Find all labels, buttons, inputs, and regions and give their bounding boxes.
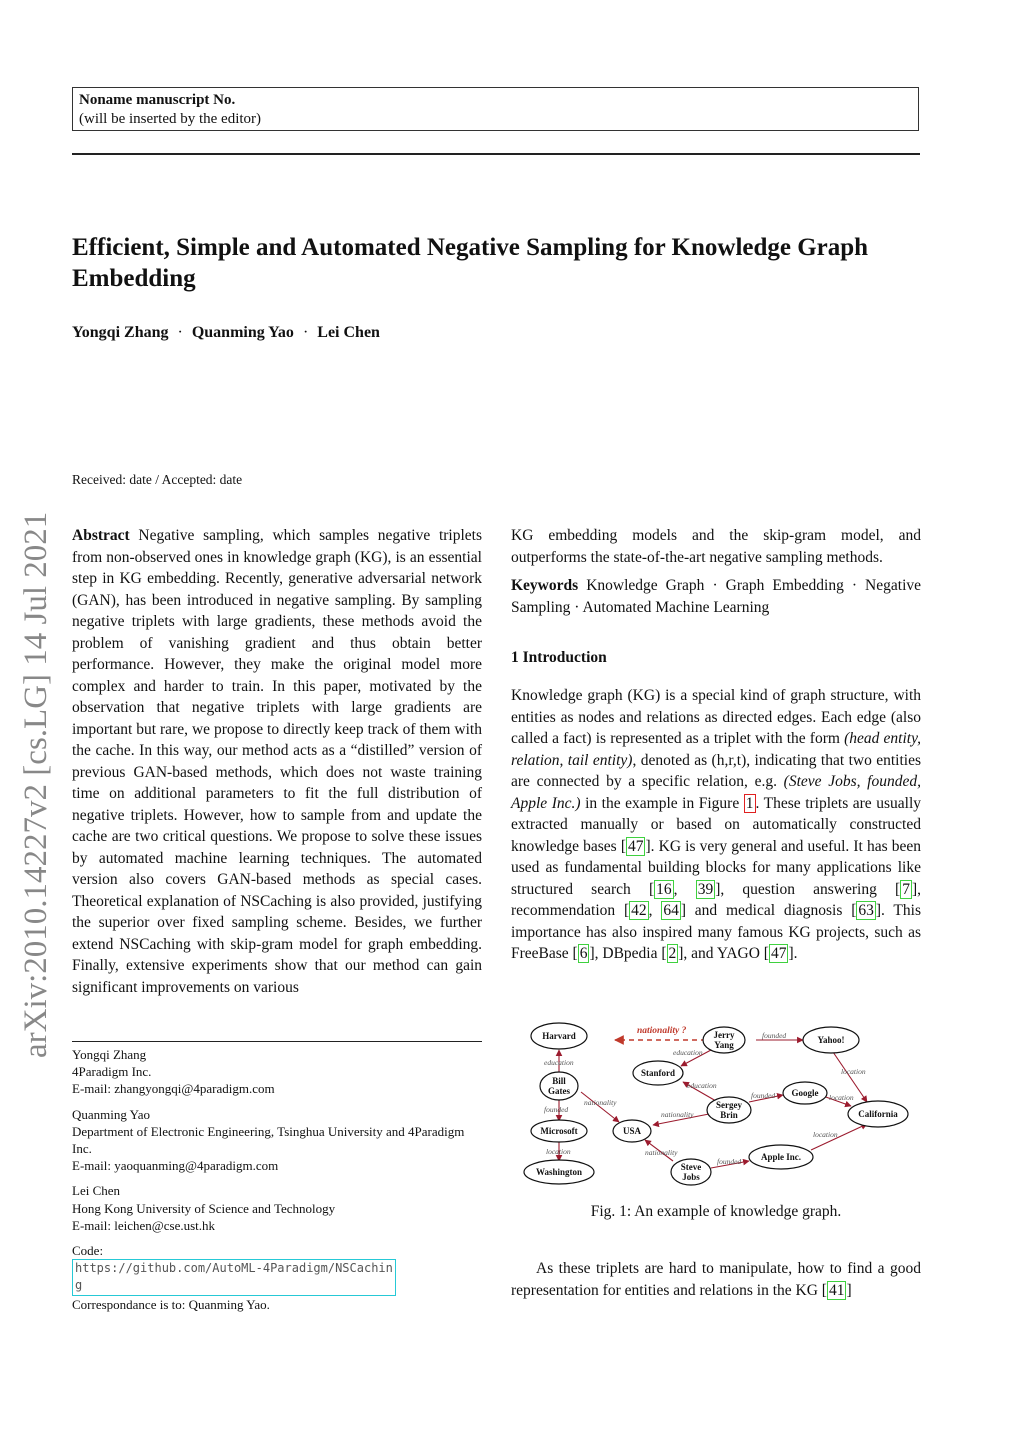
node-label: Microsoft (540, 1126, 578, 1136)
text-run: , (673, 880, 696, 898)
abstract-label: Abstract (72, 527, 130, 544)
author-footnotes (72, 1046, 482, 1313)
author-info-3 (72, 1182, 482, 1234)
node-label: Steve (680, 1162, 702, 1172)
affil-email: E-mail: leichen@cse.ust.hk (72, 1217, 216, 1233)
node-label: Gates (548, 1086, 570, 1096)
node-label: USA (622, 1126, 642, 1136)
keywords (511, 575, 921, 618)
text-run: , (648, 902, 662, 919)
affil-email: E-mail: zhangyongqi@4paradigm.com (72, 1081, 275, 1097)
text-run-italic: (Steve Jobs, founded, Apple Inc.) (511, 773, 921, 812)
edge-label: education (544, 1058, 574, 1067)
affil-name: Lei Chen (72, 1183, 121, 1199)
node-label: Yahoo! (817, 1035, 845, 1045)
node-label: Stanford (640, 1068, 676, 1078)
author-list: Yongqi Zhang · Quanming Yao · Lei Chen (72, 324, 380, 341)
citation-link[interactable]: 2 (668, 945, 677, 962)
arxiv-sidebar-stamp: arXiv:2010.14227v2 [cs.LG] 14 Jul 2021 (18, 511, 54, 1058)
text-run: ], and YAGO [ (678, 945, 769, 962)
edge-label: education (673, 1048, 703, 1057)
text-run: , denoted as (h,r,t), indicating that two entities are connected by a specific relation, e.g. (511, 751, 921, 790)
intro-paragraph-1 (511, 685, 921, 965)
author-name: Lei Chen (317, 324, 380, 341)
citation-link[interactable]: 7 (902, 880, 910, 898)
editor-note: (will be inserted by the editor) (79, 111, 262, 127)
text-run: Knowledge graph (KG) is a special kind of graph structure, with entities as nodes and relations as directed edges. Each edge (also called a fact) is represented as a triplet with the form (511, 687, 921, 747)
edge-label: founded (544, 1105, 569, 1114)
text-run: ], DBpedia [ (589, 945, 667, 962)
text-run: ] (846, 1281, 852, 1299)
edge-label: founded (762, 1031, 787, 1040)
affil-org: 4Paradigm Inc. (72, 1064, 152, 1080)
text-run: ] and medical diagnosis [ (680, 902, 857, 919)
author-info-1 (72, 1046, 482, 1098)
edge-label: nationality (645, 1148, 678, 1157)
edge-label: location (841, 1067, 866, 1076)
node-label: Sergey (716, 1100, 742, 1110)
affil-name: Quanming Yao (72, 1106, 151, 1122)
right-column (511, 525, 921, 965)
citation-link[interactable]: 63 (858, 902, 874, 919)
author-name: Yongqi Zhang (72, 324, 169, 341)
abstract-column (72, 525, 482, 998)
footnote-rule (72, 1041, 482, 1042)
code-line (72, 1242, 482, 1296)
node-label: Yang (714, 1040, 734, 1050)
affil-org: Department of Electronic Engineering, Tsinghua University and 4Paradigm Inc. (72, 1123, 465, 1157)
intro-paragraph-2-container (511, 1258, 921, 1301)
paper-title: Efficient, Simple and Automated Negative Sampling for Knowledge Graph Embedding (72, 234, 869, 292)
text-run: . These triplets are usually extracted manually or based on automatically constructed knowledge bases [ (511, 794, 922, 855)
edge-label: founded (751, 1091, 776, 1100)
editor-note-box (72, 87, 919, 131)
affil-email: E-mail: yaoquanming@4paradigm.com (72, 1158, 279, 1174)
text-run-italic: (head entity, relation, tail entity) (511, 730, 921, 769)
text-run: ]. This importance has also inspired many famous KG projects, such as FreeBase [ (511, 902, 921, 962)
abstract-text: Negative sampling, which samples negative triplets from non-observed ones in knowledge graph (KG), is an essential step in KG embedding. Recently, generative adversarial network (GAN), has been introduced in negative sampling. By sampling negative triplets with large gradients, these methods avoid the problem of vanishing gradient and thus obtain better performance. However, they make the original model more complex and harder to train. In this paper, motivated by the observation that negative triplets with large gradients are important but rare, we propose to directly keep track of them with the cache. In this way, our method acts as a “distilled” version of previous GAN-based methods, which does not waste training time on additional parameters to fit the full distribution of negative triplets. However, how to sample from and update the cache are two critical questions. We propose to solve these issues by automated machine learning techniques. The automated version also covers GAN-based methods as special cases. Theoretical explanation of NSCaching is also provided, justifying the superior over fixed sampling scheme. Besides, we further extend NSCaching with skip-gram model for graph embedding. Finally, extensive experiments show that our method can gain significant improvements on various (72, 527, 482, 996)
node-label: Apple Inc. (760, 1152, 802, 1162)
edge-label: nationality (661, 1110, 694, 1119)
affil-org: Hong Kong University of Science and Technology (72, 1200, 336, 1216)
keywords-text: Knowledge Graph · Graph Embedding · Negative Sampling · Automated Machine Learning (511, 577, 922, 616)
keywords-label: Keywords (511, 577, 579, 594)
citation-link[interactable]: 6 (579, 945, 588, 962)
author-info-2 (72, 1106, 482, 1175)
edge-label: location (829, 1093, 854, 1102)
node-label: Jobs (682, 1172, 700, 1182)
affil-name: Yongqi Zhang (72, 1047, 147, 1062)
text-run: ], recommendation [ (511, 880, 921, 919)
edge-label: education (687, 1081, 717, 1090)
citation-link[interactable]: 47 (770, 945, 787, 962)
node-label: Brin (720, 1110, 738, 1120)
node-label: Washington (535, 1167, 583, 1177)
code-label: Code: (72, 1243, 104, 1259)
text-run: As these triplets are hard to manipulate, how to find a good representation for entities and relations in the KG [ (511, 1260, 921, 1299)
edge-nationality-bg (581, 1092, 619, 1122)
text-run: ], question answering [ (715, 880, 901, 898)
citation-link[interactable]: 39 (697, 880, 714, 898)
author-name: Quanming Yao (191, 324, 294, 341)
knowledge-graph-figure (511, 1018, 921, 1194)
node-label: Bill (552, 1076, 566, 1086)
edge-label: nationality (584, 1098, 617, 1107)
text-run: in the example in Figure (580, 794, 744, 812)
node-label: California (858, 1109, 898, 1119)
node-label: Harvard (542, 1031, 576, 1041)
section-heading-introduction: 1 Introduction (511, 649, 607, 666)
abstract (72, 525, 482, 998)
intro-paragraph-2 (511, 1258, 921, 1301)
text-run: ]. KG is very general and useful. It has been used as fundamental building blocks for many applications like structured search [ (511, 837, 921, 898)
received-date: Received: date / Accepted: date (72, 472, 243, 487)
citation-link[interactable]: 64 (663, 902, 679, 919)
citation-link[interactable]: 16 (656, 880, 672, 898)
citation-link[interactable]: 41 (828, 1281, 845, 1299)
edge-label: location (813, 1130, 838, 1139)
figure-caption: Fig. 1: An example of knowledge graph. (590, 1203, 842, 1220)
node-label: Jerry (713, 1030, 735, 1040)
figure-reference-link[interactable]: 1 (745, 794, 754, 812)
edge-label: founded (717, 1157, 742, 1166)
text-run: ]. (788, 945, 798, 962)
citation-link[interactable]: 42 (631, 902, 647, 919)
manuscript-label: Noname manuscript No. (79, 92, 236, 108)
node-label: Google (791, 1088, 819, 1098)
code-url-link[interactable]: https://github.com/AutoML-4Paradigm/NSCaching (72, 1259, 396, 1295)
edge-label: location (546, 1147, 571, 1156)
correspondence-note: Correspondance is to: Quanming Yao. (72, 1296, 270, 1312)
edge-label-nationality-q: nationality ? (637, 1026, 687, 1036)
citation-link[interactable]: 47 (627, 837, 644, 855)
abstract-continuation: KG embedding models and the skip-gram model, and outperforms the state-of-the-art negative sampling methods. (511, 527, 921, 566)
header-rule (72, 153, 920, 155)
